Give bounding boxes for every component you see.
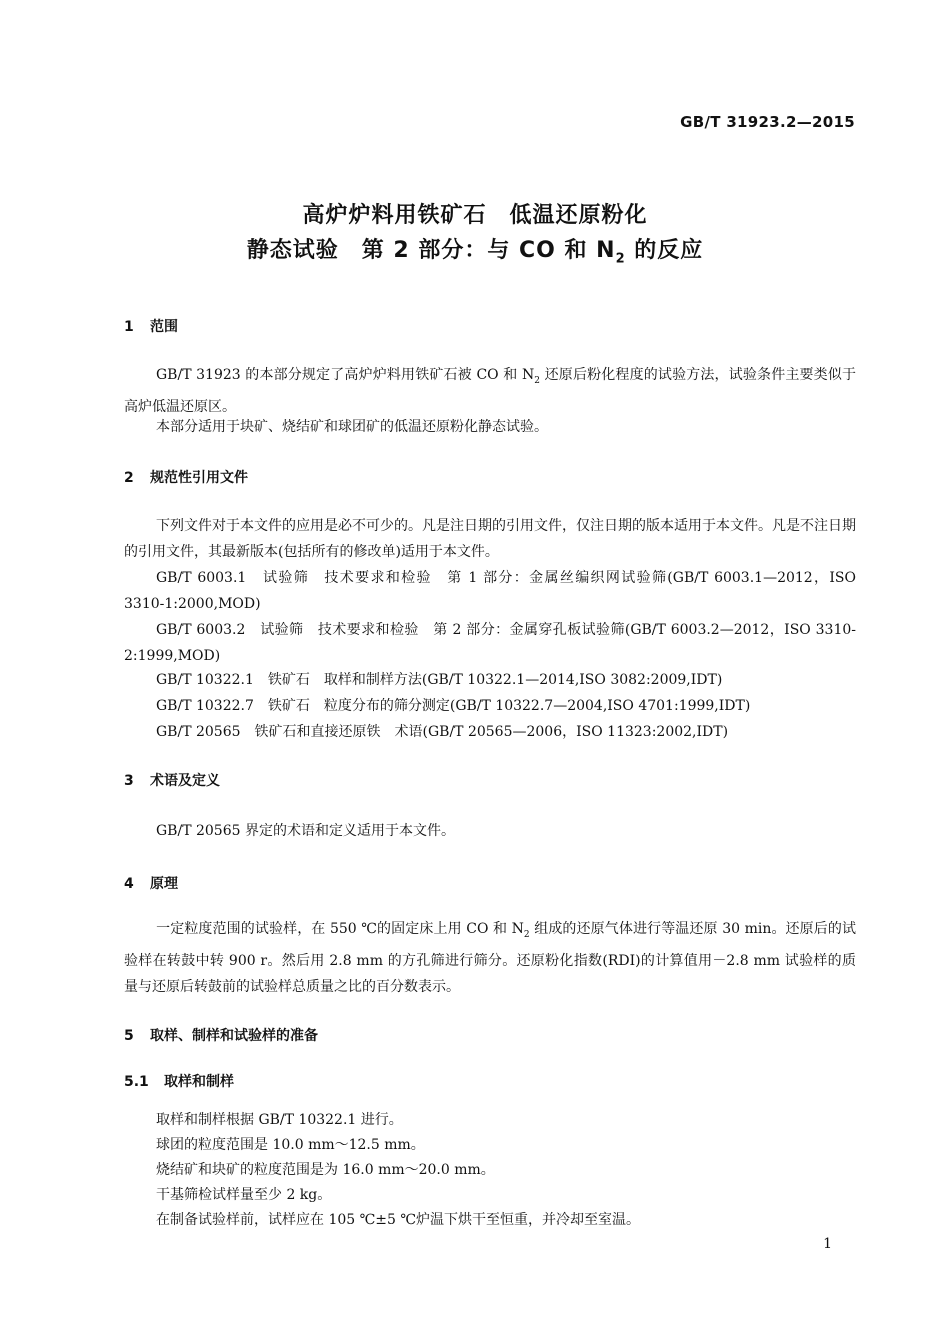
section-5-1-line-1: 取样和制样根据 GB/T 10322.1 进行。 (156, 1112, 403, 1128)
section-1-paragraph-2: 本部分适用于块矿、烧结矿和球团矿的低温还原粉化静态试验。 (156, 419, 548, 435)
section-5-1-line-3: 烧结矿和块矿的粒度范围是为 16.0 mm～20.0 mm。 (156, 1162, 495, 1178)
document-title-line-2: 静态试验 第 2 部分：与 CO 和 $N_2$ 的反应 (246, 238, 704, 267)
standard-code: GB/T 31923.2—2015 (680, 113, 855, 131)
section-2-heading: 2 规范性引用文件 (124, 470, 248, 486)
reference-gb-t-6003-2: GB/T 6003.2 试验筛 技术要求和检验 第 2 部分：金属穿孔板试验筛(GB/T 6003.2—2012，ISO 3310-2:1999,MOD) (124, 622, 856, 664)
section-5-1-line-2: 球团的粒度范围是 10.0 mm～12.5 mm。 (156, 1137, 425, 1153)
section-4-paragraph: 一定粒度范围的试验样，在 550 ℃的固定床上用 CO 和 $N_2$ 组成的还原气体进行等温还原 30 min。还原后的试验样在转鼓中转 900 r。然后用 2.8 mm 的方孔筛进行筛分。还原粉化指数(RDI)的计算值用－2.8 mm 试验样的质量与还原后转鼓前的试验样总质量之比的百分数表示。 (124, 921, 856, 995)
section-1-paragraph-1: GB/T 31923 的本部分规定了高炉炉料用铁矿石被 CO 和 $N_2$ 还原后粉化程度的试验方法，试验条件主要类似于高炉低温还原区。 (124, 367, 856, 415)
reference-gb-t-20565: GB/T 20565 铁矿石和直接还原铁 术语(GB/T 20565—2006，ISO 11323:2002,IDT) (156, 724, 729, 740)
document-title-line-1: 高炉炉料用铁矿石 低温还原粉化 (302, 203, 648, 228)
section-5-heading: 5 取样、制样和试验样的准备 (124, 1028, 318, 1044)
section-1-heading: 1 范围 (124, 319, 178, 335)
section-3-heading: 3 术语及定义 (124, 773, 220, 789)
reference-gb-t-10322-1: GB/T 10322.1 铁矿石 取样和制样方法(GB/T 10322.1—2014,ISO 3082:2009,IDT) (156, 672, 723, 688)
section-4-heading: 4 原理 (124, 876, 178, 892)
section-5-1-line-5: 在制备试验样前，试样应在 105 ℃±5 ℃炉温下烘干至恒重，并冷却至室温。 (156, 1212, 641, 1228)
section-3-paragraph: GB/T 20565 界定的术语和定义适用于本文件。 (156, 823, 455, 839)
reference-gb-t-10322-7: GB/T 10322.7 铁矿石 粒度分布的筛分测定(GB/T 10322.7—2004,ISO 4701:1999,IDT) (156, 698, 751, 714)
page-number: 1 (823, 1236, 832, 1252)
section-5-1-line-4: 干基筛检试样量至少 2 kg。 (156, 1187, 332, 1203)
section-2-intro: 下列文件对于本文件的应用是必不可少的。凡是注日期的引用文件，仅注日期的版本适用于本文件。凡是不注日期的引用文件，其最新版本(包括所有的修改单)适用于本文件。 (124, 518, 856, 560)
section-5-1-heading: 5.1 取样和制样 (124, 1074, 234, 1090)
reference-gb-t-6003-1: GB/T 6003.1 试验筛 技术要求和检验 第 1 部分：金属丝编织网试验筛(GB/T 6003.1—2012，ISO 3310-1:2000,MOD) (124, 570, 856, 612)
